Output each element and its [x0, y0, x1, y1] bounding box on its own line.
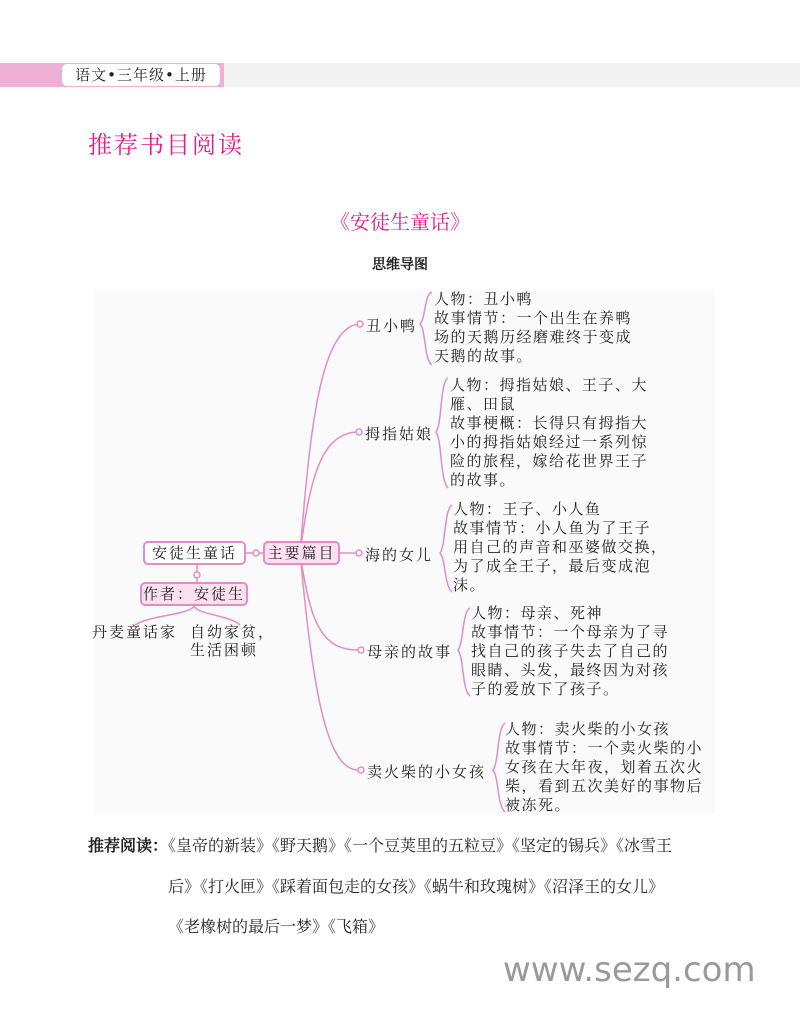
- detail-line: 人物：卖火柴的小女孩: [505, 720, 671, 738]
- story-detail-4: [471, 604, 669, 699]
- detail-line: 柴，看到五次美好的事物后: [505, 777, 704, 795]
- detail-line: 天鹅的故事。: [434, 347, 534, 365]
- branch-line-5: [300, 553, 358, 770]
- brace-5: [493, 723, 505, 812]
- root-node: 安徒生童话: [143, 541, 246, 565]
- detail-line: 小的拇指姑娘经过一系列惊: [450, 433, 649, 451]
- detail-line: 险的旅程，嫁给花世界王子: [450, 452, 649, 470]
- main-stories-node: 主要篇目: [263, 541, 340, 565]
- detail-line: 为了成全王子，最后变成泡: [453, 557, 652, 575]
- watermark: www.sezq.com: [503, 950, 756, 990]
- book-title: 《安徒生童话》: [330, 210, 470, 234]
- story-node-4: 母亲的故事: [367, 643, 453, 661]
- brace-1: [420, 292, 432, 365]
- recommend-line-2: 后》《打火匣》《踩着面包走的女孩》《蜗牛和玫瑰树》《沼泽王的女儿》: [168, 877, 665, 896]
- detail-line: 人物：拇指姑娘、王子、大: [450, 376, 649, 394]
- author-note: 丹麦童话家: [92, 623, 178, 641]
- detail-line: 的故事。: [450, 471, 517, 489]
- story-detail-1: [434, 290, 632, 366]
- detail-line: 沫。: [453, 576, 487, 594]
- detail-line: 人物：母亲、死神: [471, 604, 604, 622]
- story-detail-2: [450, 376, 648, 490]
- detail-line: 找自己的孩子失去了自己的: [471, 642, 670, 660]
- story-node-1: 丑小鸭: [366, 317, 418, 335]
- detail-line: 故事情节：小人鱼为了王子: [453, 519, 652, 537]
- detail-line: 眼睛、头发，最终因为对孩: [471, 661, 670, 679]
- detail-line: 故事情节：一个出生在养鸭: [434, 309, 633, 327]
- story-detail-5: [505, 720, 703, 815]
- detail-line: 故事梗概：长得只有拇指大: [450, 414, 649, 432]
- recommend-label: 推荐阅读：: [88, 836, 169, 855]
- branch-line-1: [300, 324, 358, 553]
- detail-line: 雁、田鼠: [450, 395, 517, 413]
- author-note: 生活困顿: [190, 641, 259, 659]
- story-detail-3: [453, 500, 668, 595]
- detail-line: 人物：丑小鸭: [434, 290, 534, 308]
- brace-3: [440, 505, 452, 592]
- mindmap-title: 思维导图: [372, 257, 428, 273]
- author-note: 自幼家贫，: [190, 623, 276, 641]
- detail-line: 场的天鹅历经磨难终于变成: [434, 328, 633, 346]
- brace-4: [458, 608, 470, 696]
- detail-line: 子的爱放下了孩子。: [471, 680, 620, 698]
- recommend-text: 《皇帝的新装》《野天鹅》《一个豆荚里的五粒豆》《坚定的锡兵》《冰雪王: [168, 836, 673, 855]
- detail-line: 女孩在大年夜，划着五次火: [505, 758, 704, 776]
- detail-line: 人物：王子、小人鱼: [453, 500, 602, 518]
- recommend-line-3: 《老橡树的最后一梦》《飞箱》: [168, 917, 385, 936]
- recommend-line-1: [88, 833, 672, 856]
- story-node-5: 卖火柴的小女孩: [367, 763, 487, 781]
- detail-line: 被冻死。: [505, 796, 572, 814]
- header-label: 语文•三年级•上册: [62, 64, 220, 86]
- author-node: 作者：安徒生: [140, 582, 248, 606]
- detail-line: 用自己的声音和巫婆做交换，: [453, 538, 668, 556]
- detail-line: 故事情节：一个母亲为了寻: [471, 623, 670, 641]
- branch-line-2: [300, 432, 356, 553]
- brace-2: [436, 378, 448, 488]
- story-node-3: 海的女儿: [365, 546, 434, 564]
- section-title: 推荐书目阅读: [88, 131, 244, 159]
- story-node-2: 拇指姑娘: [365, 425, 434, 443]
- detail-line: 故事情节：一个卖火柴的小: [505, 739, 704, 757]
